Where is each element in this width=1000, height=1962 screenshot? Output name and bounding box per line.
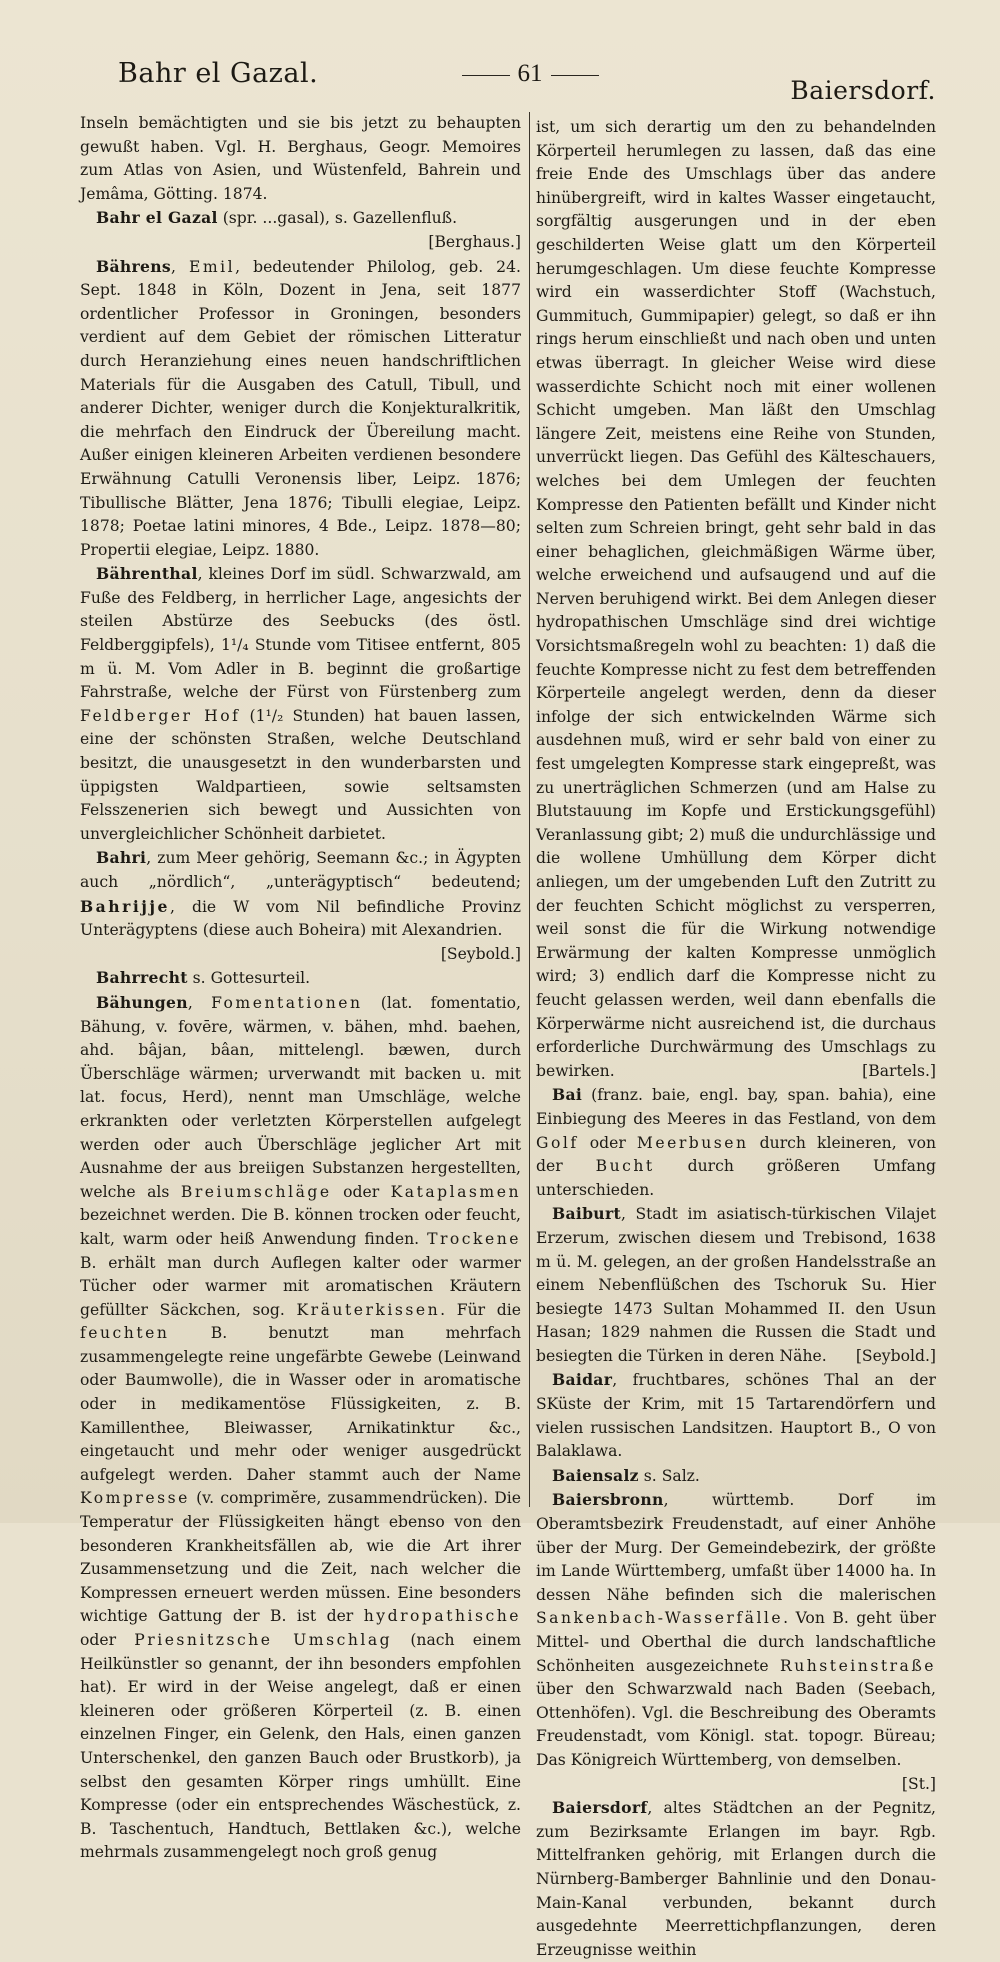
entry-text: (nach einem Heilkünstler so genannt, der ihn besonders empfohlen hat). Er wird in der Weise angelegt, daß er einen kleineren oder größeren Körperteil (z. B. einen einzelnen Finger, ein Gelenk, den Hals, einen ganzen Unterschenkel, den ganzen Bauch oder Brustkorb), ja selbst den gesamten Körper rings umhüllt. Eine Kompresse (oder ein entsprechendes Wäschestück, z. B. Taschentuch, Handtuch, Bettlaken &c.), welche mehrmals zusammengelegt noch groß genug (80, 1631, 521, 1862)
entry-continuation (536, 116, 936, 1083)
entry-bai (536, 1083, 936, 1202)
headword: Baiersdorf (552, 1798, 648, 1818)
spaced-term: Golf (536, 1133, 579, 1152)
headword: Bährens (96, 256, 171, 276)
headword: Bahr el Gazal (96, 208, 218, 228)
entry-baehrens: Bährens, Emil, bedeutender Philolog, geb. 24. Sept. 1848 in Köln, Dozent in Jena, seit 1877 ordentlicher Professor in Groningen, besonders verdient auf dem Gebiet der römischen Litteratur durch Heranziehung eines neuen handschriftlichen Materials für die Ausgaben des Catull, Tibull, und anderer Dichter, weniger durch die Konjekturalkritik, die mehrfach den Eindruck der Übereilung macht. Außer einigen kleineren Arbeiten verdienen besondere Erwähnung Catulli Veronensis liber, Leipz. 1876; Tibullische Blätter, Jena 1876; Tibulli elegiae, Leipz. 1878; Poetae latini minores, 4 Bde., Leipz. 1878—80; Propertii elegiae, Leipz. 1880. (80, 256, 521, 559)
spaced-term: Kräuterkissen (296, 1300, 441, 1319)
entry-continuation: Inseln bemächtigten und sie bis jetzt zu behaupten gewußt haben. Vgl. H. Berghaus, Geogr. Memoires zum Atlas von Asien, und Wüstenfeld, Bahrein und Jemâma, Götting. 1874. (80, 114, 521, 203)
column-divider (529, 112, 530, 1507)
spaced-term: Bahrijje (80, 896, 170, 916)
page-number-block (450, 60, 610, 88)
entry-text: B. erhält man durch Auflegen kalter oder warmer Tücher oder warmer mit aromatischen Kräutern gefüllter Säckchen, sog. (80, 1253, 521, 1319)
entry-baiensalz (536, 1464, 936, 1489)
entry-text: bezeichnet werden. Die B. können trocken oder feucht, kalt, warm oder heiß Anwendung finden. (80, 1206, 521, 1248)
entry-text: B. benutzt man mehrfach zusammengelegte reine ungefärbte Gewebe (Leinwand oder Baumwolle), die in Wasser oder in aromatische oder in medikamentöse Flüssigkeiten, z. B. Kamillenthee, Bleiwasser, Arnikatinktur &c., eingetaucht und mehr oder weniger ausgedrückt aufgelegt werden. Daher stammt auch der Name (80, 1324, 521, 1484)
spaced-term: Trockene (427, 1229, 521, 1248)
entry-baiburt (536, 1202, 936, 1368)
headword: Bai (552, 1085, 583, 1105)
header-right-keyword: Baiersdorf. (790, 76, 936, 105)
entry-text: (spr. ...gasal), s. Gazellenfluß. (217, 209, 458, 228)
headword: Bahrrecht (96, 968, 188, 988)
headword: Baiburt (552, 1204, 621, 1224)
entry-bahrrecht (80, 966, 521, 991)
headword: Baiersbronn (552, 1490, 664, 1510)
entry-text: , Stadt im asiatisch-türkischen Vilajet Erzerum, zwischen diesem und Trebisond, 1638 m ü. M. gelegen, an der großen Handelsstraße an einem Nebenflüßchen des Tschoruk Su. Hier besiegte 1473 Sultan Mohammed II. den Usun Hasan; 1829 nahmen die Russen die Stadt und besiegten die Türken in deren Nähe. (536, 1205, 936, 1365)
spaced-term: Priesnitzsche Umschlag (134, 1631, 393, 1649)
spaced-term: Ruhsteinstraße (779, 1656, 936, 1675)
source-attribution: [Berghaus.] (428, 232, 521, 251)
entry-text: , altes Städtchen an der Pegnitz, zum Bezirksamte Erlangen im bayr. Rgb. Mittelfranken gehörig, mit Erlangen durch die Nürnberg-Bamberger Bahnlinie und den Donau-Main-Kanal verbunden, bekannt durch ausgedehnte Meerrettichpflanzungen, deren Erzeugnisse weithin (536, 1799, 936, 1959)
entry-text: , fruchtbares, schönes Thal an der SKüste der Krim, mit 15 Tartarendörfern und vielen russischen Landsitzen. Hauptort B., O von Balaklawa. (536, 1371, 936, 1461)
source-attribution: [Seybold.] (855, 1346, 936, 1365)
entry-text: , bedeutender Philolog, geb. 24. Sept. 1848 in Köln, Dozent in Jena, seit 1877 ordentlicher Professor in Groningen, besonders verdient auf dem Gebiet der römischen Litteratur durch Heranziehung eines neuen handschriftlichen Materials für die Ausgaben des Catull, Tibull, und anderer Dichter, weniger durch die Konjekturalkritik, die mehrfach den Eindruck der Übereilung macht. Außer einigen kleineren Arbeiten verdienen besondere Erwähnung Catulli Veronensis liber, Leipz. 1876; Tibullische Blätter, Jena 1876; Tibulli elegiae, Leipz. 1878; Poetae latini minores, 4 Bde., Leipz. 1878—80; Propertii elegiae, Leipz. 1880. (80, 257, 521, 559)
headword: Baidar (552, 1370, 613, 1390)
entry-text: s. Gottesurteil. (187, 969, 311, 988)
header-left-keyword: Bahr el Gazal. (118, 58, 319, 89)
entry-text: über den Schwarzwald nach Baden (Seebach, Ottenhöfen). Vgl. die Beschreibung des Oberamts Freudenstadt, vom Königl. stat. topogr. Büreau; Das Königreich Württemberg, von demselben. (536, 1680, 936, 1769)
entry-bahri (80, 846, 521, 966)
header-dash-right (551, 75, 599, 76)
entry-text: , zum Meer gehörig, Seemann &c.; in Ägypten auch „nördlich“, „unterägyptisch“ bedeutend; (80, 849, 521, 891)
page-header (0, 54, 1000, 104)
entry-text: (1¹/₂ Stunden) hat bauen lassen, eine der schönsten Straßen, welche Deutschland besitzt, die unausgesetzt in den wunderbarsten und üppigsten Waldpartieen, sowie seltsamsten Felsszenerien sich bewegt und Aussichten von unvergleichlicher Schönheit darbietet. (80, 706, 521, 843)
spaced-term: Kataplasmen (390, 1182, 521, 1201)
left-column (80, 112, 521, 1865)
entry-bahr-el-gazal (80, 206, 521, 254)
entry-text: oder (331, 1182, 391, 1201)
page-number: 61 (517, 60, 543, 87)
entry-baehrenthal (80, 562, 521, 846)
entry-text: . Von B. geht über Mittel- und Oberthal die durch landschaftliche Schönheiten ausgezeichnete (536, 1609, 936, 1675)
headword: Bährenthal (96, 564, 198, 584)
source-attribution: [St.] (901, 1774, 936, 1793)
entry-text: , kleines Dorf im südl. Schwarzwald, am Fuße des Feldberg, in herrlicher Lage, angesichts der steilen Abstürze des Seebucks (des östl. Feldberggipfels), 1¹/₄ Stunde vom Titisee entfernt, 805 m ü. M. Vom Adler in B. beginnt die großartige Fahrstraße, welche der Fürst von Fürstenberg zum (80, 565, 521, 702)
entry-baidar (536, 1368, 936, 1463)
entry-text: (lat. fomentatio, Bähung, v. fovēre, wärmen, v. bähen, mhd. baehen, ahd. bâjan, bâan, mittelengl. bæwen, durch Überschläge wärmen; urverwandt mit backen u. mit lat. focus, Herd), nennt man Umschläge, welche erkrankten oder verletzten Körperstellen aufgelegt werden oder auch Überschläge jeglicher Art mit Ausnahme der aus breiigen Substanzen hergestellten, welche als (80, 993, 521, 1201)
spaced-term: Feldberger Hof (80, 706, 241, 725)
entry-text: oder (578, 1133, 637, 1152)
entry-baiersbronn (536, 1488, 936, 1796)
spaced-term: Kompresse (80, 1489, 190, 1508)
entry-text: durch kleineren, von der (536, 1133, 937, 1176)
source-attribution: [Seybold.] (440, 944, 521, 963)
entry-text: (v. comprimĕre, zusammendrücken). Die Temperatur der Flüssigkeiten hängt ebenso von den besonderen Krankheitsfällen ab, wie die Art ihrer Zusammensetzung und die Zeit, nach welcher die Kompressen erneuert werden müssen. Eine besonders wichtige Gattung der B. ist der (80, 1489, 521, 1626)
entry-text: . Für die (440, 1300, 521, 1319)
entry-text: s. Salz. (638, 1466, 700, 1485)
entry-baiersdorf (536, 1796, 936, 1962)
right-column (536, 116, 936, 1962)
header-dash-left (462, 75, 510, 76)
headword: Bähungen (96, 992, 188, 1012)
spaced-term: hydropathische (363, 1607, 521, 1626)
headword: Bahri (96, 848, 147, 868)
spaced-term: Bucht (595, 1157, 655, 1176)
entry-text: , württemb. Dorf im Oberamtsbezirk Freudenstadt, auf einer Anhöhe über der Murg. Der Gemeindebezirk, der größte im Lande Württemberg, umfaßt über 14000 ha. In dessen Nähe befinden sich die malerischen (536, 1491, 936, 1604)
spaced-term: feuchten (80, 1324, 170, 1343)
entry-text: (franz. baie, engl. bay, span. bahia), eine Einbiegung des Meeres in das Festland, von dem (536, 1086, 936, 1128)
entry-baehungen: Bähungen, Fomentationen (lat. fomentatio, Bähung, v. fovēre, wärmen, v. bähen, mhd. baehen, ahd. bâjan, bâan, mittelengl. bæwen, durch Überschläge wärmen; urverwandt mit backen u. mit lat. focus, Herd), nennt man Umschläge, welche erkrankten oder verletzten Körperstellen aufgelegt werden oder auch Überschläge jeglicher Art mit Ausnahme der aus breiigen Substanzen hergestellten, welche als Breiumschläge oder Kataplasmen bezeichnet werden. Die B. können trocken oder feucht, kalt, warm oder heiß Anwendung finden. Trockene B. erhält man durch Auflegen kalter oder warmer Tücher oder warmer mit aromatischen Kräutern gefüllter Säckchen, sog. Kräuterkissen. Für die feuchten B. benutzt man mehrfach zusammengelegte reine ungefärbte Gewebe (Leinwand oder Baumwolle), die in Wasser oder in aromatische oder in medikamentöse Flüssigkeiten, z. B. Kamillenthee, Bleiwasser, Arnikatinktur &c., eingetaucht und mehr oder weniger ausgedrückt aufgelegt werden. Daher stammt auch der Name Kompresse (v. comprimĕre, zusammendrücken). Die Temperatur der Flüssigkeiten hängt ebenso von den besonderen Krankheitsfällen ab, wie die Art ihrer Zusammensetzung und die Zeit, nach welcher die Kompressen erneuert werden müssen. Eine besonders wichtige Gattung der B. ist der hydropathische oder Priesnitzsche Umschlag (nach einem Heilkünstler so genannt, der ihn besonders empfohlen hat). Er wird in der Weise angelegt, daß er einen kleineren oder größeren Körperteil (z. B. einen einzelnen Finger, ein Gelenk, den Hals, einen ganzen Unterschenkel, den ganzen Bauch oder Brustkorb), ja selbst den gesamten Körper rings umhüllt. Eine Kompresse (oder ein entsprechendes Wäschestück, z. B. Taschentuch, Handtuch, Bettlaken &c.), welche mehrmals zusammengelegt noch groß genug (80, 992, 521, 1862)
entry-text: ist, um sich derartig um den zu behandelnden Körperteil herumlegen zu lassen, daß das eine freie Ende des Umschlags über das andere hinübergreift, wird in kaltes Wasser eingetaucht, sorgfältig ausgerungen und in der eben geschilderten Weise glatt um den Körperteil herumgeschlagen. Um diese feuchte Kompresse wird ein wasserdichter Stoff (Wachstuch, Gummituch, Gummipapier) gelegt, so daß er ihn rings herum einschließt und nach oben und unten etwas überragt. In gleicher Weise wird diese wasserdichte Schicht noch mit einer wollenen Schicht umgeben. Man läßt den Umschlag längere Zeit, meistens eine Reihe von Stunden, unverrückt liegen. Das Gefühl des Kälteschauers, welches bei dem Umlegen der feuchten Kompresse den Patienten befällt und Kinder nicht selten zum Schreien bringt, geht sehr bald in das einer behaglichen, gleichmäßigen Wärme über, welche erweichend und aufsaugend und auf die Nerven beruhigend wirkt. Bei dem Anlegen dieser hydropathischen Umschläge sind drei wichtige Vorsichtsmaßregeln wohl zu beachten: 1) daß die feuchte Kompresse nicht zu fest dem betreffenden Körperteile angelegt werden, denn da dieser infolge der sich entwickelnden Wärme sich ausdehnen muß, wird er sehr bald von einer zu fest umgelegten Kompresse stark eingepreßt, was zu unerträglichen Schmerzen (und am Halse zu Blutstauung im Kopfe und Erstickungsgefühl) Veranlassung gibt; 2) muß die undurchlässige und die wollene Umhüllung dem Körper dicht anliegen, um der umgebenden Luft den Zutritt zu der feuchten Schicht möglichst zu versperren, weil sonst die für die Wirkung notwendige Erwärmung der kalten Kompresse unmöglich wird; 3) endlich darf die Kompresse nicht zu feucht gelassen werden, weil dann ebenfalls die Körperwärme nicht ausreichend ist, die durchaus erforderliche Durchwärmung des Umschlags zu bewirken. (536, 118, 936, 1080)
spaced-term: Breiumschläge (180, 1182, 332, 1201)
entry-text: durch größeren Umfang unterschieden. (536, 1157, 937, 1199)
headword: Baiensalz (552, 1465, 639, 1485)
spaced-term: Sankenbach-Wasserfälle (536, 1609, 784, 1628)
entry-text: , die W vom Nil befindliche Provinz Unterägyptens (diese auch Boheira) mit Alexandrien. (80, 897, 521, 940)
source-attribution: [Bartels.] (862, 1061, 936, 1080)
spaced-term: Meerbusen (636, 1133, 749, 1152)
spaced-name: Emil (188, 257, 236, 276)
spaced-term: Fomentationen (211, 993, 363, 1012)
entry-text: oder (80, 1631, 135, 1649)
